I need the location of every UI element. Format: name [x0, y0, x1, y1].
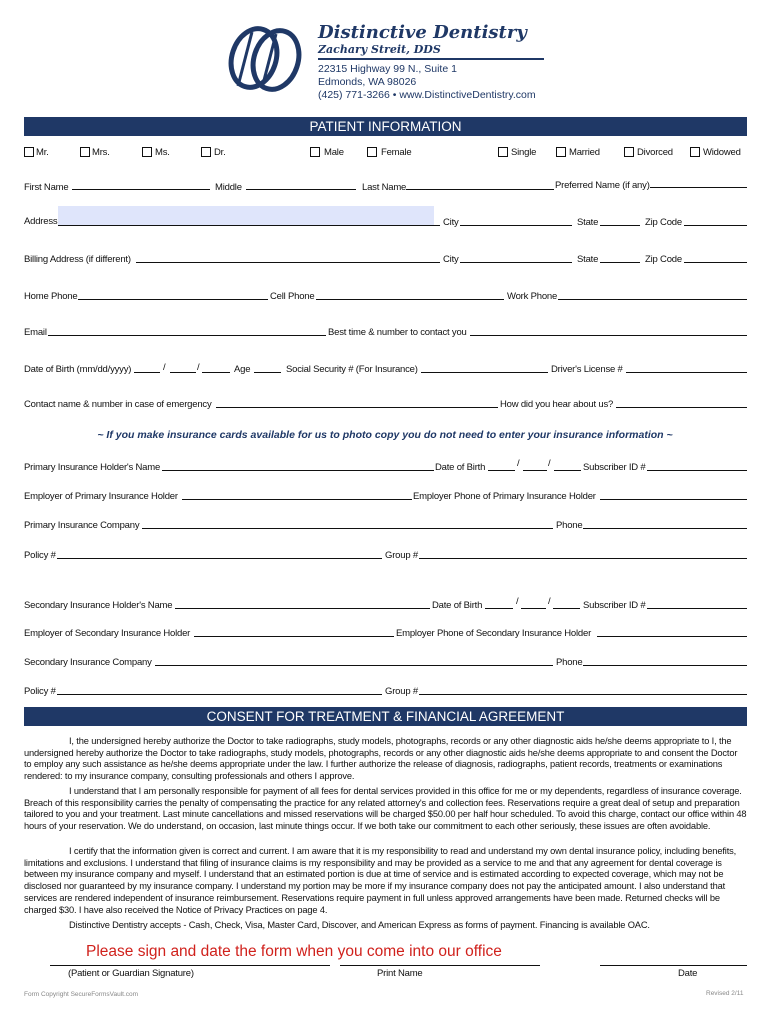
address-input[interactable] — [58, 206, 434, 226]
zip-field[interactable] — [684, 225, 747, 226]
city-label: City — [443, 217, 459, 228]
address-line-1: 22315 Highway 99 N., Suite 1 — [318, 63, 457, 75]
secondary-group-label: Group # — [385, 686, 418, 697]
revision: Revised 2/11 — [706, 990, 744, 997]
secondary-group-field[interactable] — [419, 694, 747, 695]
checkbox-female[interactable] — [367, 147, 377, 157]
marital-divorced-label: Divorced — [637, 147, 673, 158]
title-mrs-label: Mrs. — [92, 147, 110, 158]
work-phone-label: Work Phone — [507, 291, 558, 302]
age-label: Age — [234, 364, 251, 375]
address-label: Address — [24, 216, 58, 227]
checkbox-male[interactable] — [310, 147, 320, 157]
primary-dob-label: Date of Birth — [435, 462, 486, 473]
address-line-2: Edmonds, WA 98026 — [318, 76, 417, 88]
contact-line: (425) 771-3266 • www.DistinctiveDentistry.com — [318, 89, 536, 101]
billing-zip-label: Zip Code — [645, 254, 682, 265]
billing-state-label: State — [577, 254, 599, 265]
checkbox-married[interactable] — [556, 147, 566, 157]
consent-text-4: Distinctive Dentistry accepts - Cash, Check, Visa, Master Card, Discover, and American Express as forms of payment. Financing is available OAC. — [69, 920, 650, 930]
emergency-label: Contact name & number in case of emergency — [24, 399, 212, 410]
secondary-dob-day[interactable] — [521, 608, 546, 609]
primary-group-label: Group # — [385, 550, 418, 561]
middle-label: Middle — [215, 182, 242, 193]
state-field[interactable] — [600, 225, 640, 226]
secondary-holder-label: Secondary Insurance Holder's Name — [24, 600, 173, 611]
checkbox-mrs[interactable] — [80, 147, 90, 157]
primary-dob-slash-2: / — [548, 458, 551, 469]
email-field[interactable] — [48, 335, 326, 336]
title-mr-label: Mr. — [36, 147, 49, 158]
best-time-label: Best time & number to contact you — [328, 327, 467, 338]
preferred-name-field[interactable] — [650, 187, 747, 188]
age-field[interactable] — [254, 372, 281, 373]
consent-text-1: I, the undersigned hereby authorize the Doctor to take radiographs, study models, photographs, records or any other diagnostic aids he/she deems appropriate to I, the undersigned hereby authorize the Doctor to take radiographs, study models, photographs, records or any other diagnostic aids he/she deems appropriate to and consent the Doctor to employ any such assistance as he/she deems appropriate under the law. I further authorize the release of diagnosis, radiographs, patient records, treatments or examinations rendered: to my insurance company, consulting professionals and others I approve. — [24, 736, 738, 782]
doctor-name: Zachary Streit, DDS — [318, 43, 441, 56]
zip-label: Zip Code — [645, 217, 682, 228]
primary-dob-slash-1: / — [517, 458, 520, 469]
secondary-dob-label: Date of Birth — [432, 600, 483, 611]
secondary-dob-slash-2: / — [548, 596, 551, 607]
primary-holder-label: Primary Insurance Holder's Name — [24, 462, 161, 473]
billing-address-label: Billing Address (if different) — [24, 254, 131, 265]
marital-single-label: Single — [511, 147, 537, 158]
consent-text-2: I understand that I am personally responsible for payment of all fees for dental services provided in this office for me or my dependents, regardless of insurance coverage. Breach of this responsibility carries the penalty of compensating the practice for any related attorney's and collection fees. Reservations require a great deal of setup and preparation tailored to you and your treatment. Last minute cancellations and missed reservations will be charged $50.00 per half hour scheduled. To avoid this charge, contact our office within 48 hours of your reservation. We do understand, on occasion, last minute things occur. If we both take our commitment to each other seriously, these issues are often avoidable. — [24, 786, 747, 832]
secondary-phone-field[interactable] — [583, 665, 747, 666]
primary-employer-field[interactable] — [182, 499, 412, 500]
drivers-license-label: Driver's License # — [551, 364, 623, 375]
billing-state-field[interactable] — [600, 262, 640, 263]
checkbox-mr[interactable] — [24, 147, 34, 157]
work-phone-field[interactable] — [558, 299, 747, 300]
signature-field[interactable] — [50, 965, 330, 966]
header-rule — [318, 58, 544, 60]
primary-holder-field[interactable] — [162, 470, 434, 471]
primary-group-field[interactable] — [419, 558, 747, 559]
print-name-label: Print Name — [377, 968, 423, 979]
marital-widowed-label: Widowed — [703, 147, 741, 158]
secondary-employer-field[interactable] — [194, 636, 394, 637]
print-name-field[interactable] — [340, 965, 540, 966]
billing-zip-field[interactable] — [684, 262, 747, 263]
home-phone-field[interactable] — [78, 299, 268, 300]
primary-policy-field[interactable] — [57, 558, 382, 559]
secondary-dob-year[interactable] — [553, 608, 580, 609]
primary-policy-label: Policy # — [24, 550, 56, 561]
checkbox-divorced[interactable] — [624, 147, 634, 157]
cell-phone-label: Cell Phone — [270, 291, 315, 302]
middle-field[interactable] — [246, 189, 356, 190]
primary-dob-year[interactable] — [554, 470, 581, 471]
address-field — [58, 225, 440, 226]
billing-city-field[interactable] — [460, 262, 572, 263]
date-field[interactable] — [600, 965, 747, 966]
secondary-dob-slash-1: / — [516, 596, 519, 607]
consent-paragraph-1 — [24, 736, 747, 783]
consent-banner: CONSENT FOR TREATMENT & FINANCIAL AGREEMENT — [24, 707, 747, 726]
primary-phone-field[interactable] — [583, 528, 747, 529]
last-name-field[interactable] — [406, 189, 554, 190]
checkbox-ms[interactable] — [142, 147, 152, 157]
checkbox-single[interactable] — [498, 147, 508, 157]
secondary-phone-label: Phone — [556, 657, 583, 668]
patient-info-banner: PATIENT INFORMATION — [24, 117, 747, 136]
secondary-company-field[interactable] — [155, 665, 553, 666]
gender-male-label: Male — [324, 147, 344, 158]
title-ms-label: Ms. — [155, 147, 170, 158]
checkbox-dr[interactable] — [201, 147, 211, 157]
insurance-note: ~ If you make insurance cards available for us to photo copy you do not need to enter your insurance information ~ — [97, 429, 673, 441]
consent-text-3: I certify that the information given is correct and current. I am aware that it is my responsibility to read and understand my own dental insurance policy, including benefits, limitations and exclusions. I understand that filing of insurance claims is my responsibility and may be provided as a service to me and that any agreement for dental coverage is between my insurance company and myself. I understand that an estimated portion is due at time of service and is estimated according to expected coverage, which may not be disclosed nor guaranteed by my insurance company. I understand my portion may be more if my insurance company does not pay the anticipated amount. I also understand that services are rendered independent of insurance reimbursement. Reservations require payment in full unless approved arrangements have been made. Returned checks will be charged $30. I have also received the Notice of Privacy Practices on page 4. — [24, 846, 737, 915]
consent-paragraph-2 — [24, 786, 747, 833]
last-name-label: Last Name — [362, 182, 407, 193]
heard-about-field[interactable] — [616, 407, 747, 408]
dob-slash-2: / — [197, 362, 200, 373]
primary-dob-day[interactable] — [523, 470, 547, 471]
best-time-field[interactable] — [470, 335, 747, 336]
secondary-dob-month[interactable] — [485, 608, 513, 609]
secondary-holder-field[interactable] — [175, 608, 430, 609]
first-name-field[interactable] — [72, 189, 210, 190]
primary-company-label: Primary Insurance Company — [24, 520, 140, 531]
secondary-employer-phone-field[interactable] — [597, 636, 747, 637]
dob-day-field[interactable] — [170, 372, 196, 373]
billing-address-field[interactable] — [136, 262, 440, 263]
date-label: Date — [678, 968, 698, 979]
primary-employer-phone-label: Employer Phone of Primary Insurance Holder — [413, 491, 596, 502]
heard-about-label: How did you hear about us? — [500, 399, 614, 410]
home-phone-label: Home Phone — [24, 291, 78, 302]
dob-label: Date of Birth (mm/dd/yyyy) — [24, 364, 132, 375]
logo — [222, 22, 308, 94]
first-name-label: First Name — [24, 182, 69, 193]
ssn-label: Social Security # (For Insurance) — [286, 364, 418, 375]
consent-paragraph-4 — [24, 920, 747, 932]
city-field[interactable] — [460, 225, 572, 226]
preferred-name-label: Preferred Name (if any) — [555, 180, 650, 191]
primary-dob-month[interactable] — [488, 470, 515, 471]
copyright: Form Copyright SecureFormsVault.com — [24, 991, 139, 998]
sign-prompt: Please sign and date the form when you come into our office — [86, 943, 502, 960]
gender-female-label: Female — [381, 147, 412, 158]
marital-married-label: Married — [569, 147, 600, 158]
primary-employer-phone-field[interactable] — [600, 499, 747, 500]
ssn-field[interactable] — [421, 372, 548, 373]
email-label: Email — [24, 327, 47, 338]
practice-name: Distinctive Dentistry — [318, 22, 527, 43]
primary-company-field[interactable] — [142, 528, 553, 529]
primary-employer-label: Employer of Primary Insurance Holder — [24, 491, 178, 502]
consent-paragraph-3 — [24, 846, 747, 916]
secondary-subscriber-field[interactable] — [647, 608, 747, 609]
checkbox-widowed[interactable] — [690, 147, 700, 157]
emergency-field[interactable] — [216, 407, 498, 408]
secondary-employer-phone-label: Employer Phone of Secondary Insurance Holder — [396, 628, 592, 639]
title-dr-label: Dr. — [214, 147, 226, 158]
primary-subscriber-field[interactable] — [647, 470, 747, 471]
secondary-policy-label: Policy # — [24, 686, 56, 697]
drivers-license-field[interactable] — [626, 372, 747, 373]
primary-subscriber-label: Subscriber ID # — [583, 462, 646, 473]
dob-slash-1: / — [163, 362, 166, 373]
secondary-employer-label: Employer of Secondary Insurance Holder — [24, 628, 191, 639]
secondary-policy-field[interactable] — [57, 694, 382, 695]
billing-city-label: City — [443, 254, 459, 265]
primary-phone-label: Phone — [556, 520, 583, 531]
secondary-company-label: Secondary Insurance Company — [24, 657, 152, 668]
signature-label: (Patient or Guardian Signature) — [68, 968, 194, 979]
cell-phone-field[interactable] — [316, 299, 504, 300]
state-label: State — [577, 217, 599, 228]
secondary-subscriber-label: Subscriber ID # — [583, 600, 646, 611]
dob-year-field[interactable] — [202, 372, 230, 373]
dob-month-field[interactable] — [134, 372, 160, 373]
